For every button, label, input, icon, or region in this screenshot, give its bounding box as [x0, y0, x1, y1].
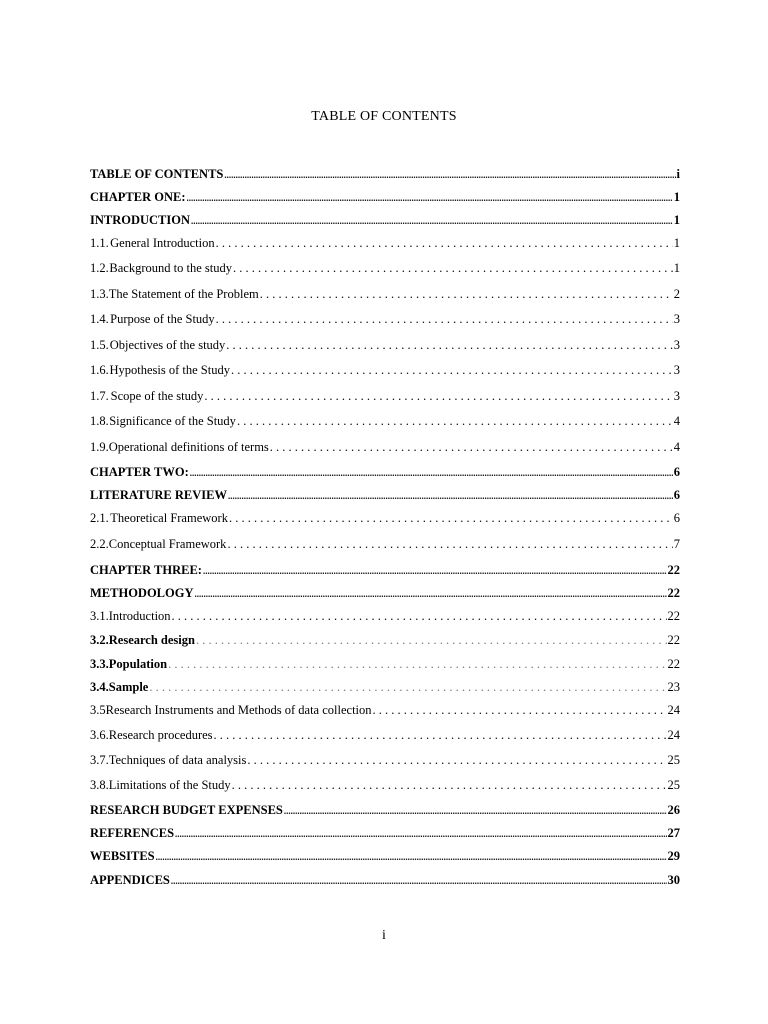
- toc-entry-title: Objectives of the study: [109, 338, 226, 352]
- toc-entry-title: WEBSITES: [90, 849, 155, 863]
- toc-entry[interactable]: [90, 388, 680, 404]
- toc-entry-title: REFERENCES: [90, 826, 175, 840]
- toc-entry-number: 3.3.: [90, 657, 109, 671]
- toc-entry-title: CHAPTER TWO:: [90, 465, 189, 479]
- toc-entry[interactable]: [90, 337, 680, 353]
- toc-dot-leader: [373, 702, 667, 718]
- toc-dot-leader: [216, 235, 673, 251]
- toc-entry-page-number: 22: [667, 586, 680, 600]
- toc-entry[interactable]: [90, 464, 680, 480]
- toc-entry[interactable]: [90, 632, 680, 648]
- footer-page-number: i: [382, 928, 386, 943]
- toc-entry[interactable]: [90, 235, 680, 251]
- toc-entry[interactable]: [90, 286, 680, 302]
- toc-entry-page-number: 3: [673, 312, 680, 326]
- toc-entry[interactable]: [90, 872, 680, 888]
- toc-dot-leader: [172, 608, 667, 624]
- toc-entry-number: 1.2.: [90, 261, 109, 275]
- page-title: TABLE OF CONTENTS: [311, 109, 457, 124]
- toc-entry[interactable]: [90, 212, 680, 228]
- toc-entry-title: Background to the study: [109, 261, 232, 275]
- toc-entry-number: 3.1.: [90, 609, 109, 623]
- toc-entry-number: 1.8.: [90, 414, 109, 428]
- toc-dot-leader: [226, 337, 672, 353]
- toc-entry-title: Significance of the Study: [109, 414, 236, 428]
- toc-entry-title: Conceptual Framework: [108, 537, 227, 551]
- toc-entry-page-number: 6: [673, 465, 680, 479]
- toc-dot-leader: [196, 632, 667, 648]
- toc-entry[interactable]: [90, 413, 680, 429]
- toc-entry[interactable]: [90, 439, 680, 455]
- toc-entry-title: RESEARCH BUDGET EXPENSES: [90, 803, 283, 817]
- toc-entry-page-number: i: [676, 167, 680, 181]
- toc-entry[interactable]: [90, 487, 680, 503]
- toc-entry-title: Research Instruments and Methods of data collection: [105, 703, 372, 717]
- toc-dot-leader: [260, 286, 673, 302]
- toc-dot-leader: [233, 260, 673, 276]
- toc-entry-number: 1.1.: [90, 236, 109, 250]
- toc-entry-title: Population: [108, 657, 168, 671]
- toc-entry-page-number: 24: [667, 703, 680, 717]
- toc-dot-leader: [171, 872, 667, 889]
- toc-entry[interactable]: [90, 727, 680, 743]
- toc-entry-page-number: 2: [673, 287, 680, 301]
- toc-entry-number: 3.2.: [90, 633, 109, 647]
- toc-entry-page-number: 23: [667, 680, 680, 694]
- toc-entry-number: 3.6.: [90, 728, 109, 742]
- toc-entry-title: General Introduction: [110, 236, 215, 250]
- toc-entry-title: Scope of the study: [110, 389, 204, 403]
- toc-dot-leader: [187, 189, 673, 206]
- toc-entry-number: 3.5: [90, 703, 106, 717]
- toc-entry-page-number: 6: [673, 488, 680, 502]
- toc-dot-leader: [228, 487, 673, 504]
- toc-dot-leader: [270, 439, 673, 455]
- toc-entry-title: Sample: [108, 680, 149, 694]
- toc-entry-title: The Statement of the Problem: [108, 287, 259, 301]
- toc-dot-leader: [190, 464, 673, 481]
- toc-entry-title: INTRODUCTION: [90, 213, 191, 227]
- toc-entry-title: Research design: [108, 633, 195, 647]
- toc-entry[interactable]: [90, 825, 680, 841]
- toc-entry[interactable]: [90, 679, 680, 695]
- toc-entry-page-number: 30: [667, 873, 680, 887]
- toc-entry-title: Limitations of the Study: [108, 778, 231, 792]
- toc-entry-number: 3.8.: [90, 778, 109, 792]
- toc-entry-title: Hypothesis of the Study: [109, 363, 230, 377]
- toc-entry-page-number: 25: [667, 753, 680, 767]
- toc-entry-page-number: 22: [667, 563, 680, 577]
- toc-entry-page-number: 4: [673, 414, 680, 428]
- toc-entry-page-number: 1: [673, 261, 680, 275]
- toc-entry[interactable]: [90, 656, 680, 672]
- toc-dot-leader: [203, 562, 667, 579]
- toc-dot-leader: [149, 679, 666, 695]
- toc-dot-leader: [175, 825, 666, 842]
- toc-entry-page-number: 29: [667, 849, 680, 863]
- toc-entry-title: Purpose of the Study: [110, 312, 215, 326]
- toc-dot-leader: [247, 752, 666, 768]
- toc-entry[interactable]: [90, 362, 680, 378]
- toc-entry-page-number: 3: [673, 363, 680, 377]
- toc-entry[interactable]: [90, 848, 680, 864]
- toc-entry-number: 1.4.: [90, 312, 109, 326]
- toc-dot-leader: [156, 848, 667, 865]
- toc-entry-number: 1.3.: [90, 287, 109, 301]
- toc-entry-page-number: 6: [673, 511, 680, 525]
- toc-entry-page-number: 7: [673, 537, 680, 551]
- toc-entry-number: 1.9.: [90, 440, 109, 454]
- toc-entry[interactable]: [90, 260, 680, 276]
- toc-dot-leader: [216, 311, 673, 327]
- toc-dot-leader: [214, 727, 667, 743]
- toc-dot-leader: [284, 802, 667, 819]
- toc-entry[interactable]: [90, 562, 680, 578]
- toc-entry-title: Theoretical Framework: [110, 511, 228, 525]
- toc-entry[interactable]: [90, 166, 680, 182]
- toc-entry-title: CHAPTER THREE:: [90, 563, 202, 577]
- toc-entry-page-number: 4: [673, 440, 680, 454]
- toc-dot-leader: [191, 212, 673, 229]
- toc-entry[interactable]: [90, 510, 680, 526]
- toc-entry-page-number: 1: [673, 213, 680, 227]
- toc-entry-page-number: 22: [667, 609, 680, 623]
- toc-dot-leader: [227, 536, 672, 552]
- toc-entry-number: 1.7.: [90, 389, 109, 403]
- toc-entry-page-number: 3: [673, 338, 680, 352]
- toc-entry-page-number: 1: [673, 236, 680, 250]
- toc-dot-leader: [237, 413, 673, 429]
- toc-entry-page-number: 25: [667, 778, 680, 792]
- toc-entry[interactable]: [90, 311, 680, 327]
- toc-entry-title: LITERATURE REVIEW: [90, 488, 227, 502]
- toc-entry-title: TABLE OF CONTENTS: [90, 167, 224, 181]
- toc-entry[interactable]: [90, 702, 680, 718]
- toc-entry[interactable]: [90, 536, 680, 552]
- toc-dot-leader: [168, 656, 666, 672]
- toc-entry-number: 1.6.: [90, 363, 109, 377]
- toc-entry-page-number: 22: [667, 657, 680, 671]
- toc-entry-title: APPENDICES: [90, 873, 170, 887]
- toc-dot-leader: [204, 388, 672, 404]
- toc-entry[interactable]: [90, 752, 680, 768]
- toc-entry-page-number: 26: [667, 803, 680, 817]
- toc-entry-title: Techniques of data analysis: [108, 753, 247, 767]
- toc-entry-number: 2.2.: [90, 537, 109, 551]
- toc-entry[interactable]: [90, 189, 680, 205]
- toc-entry-title: METHODOLOGY: [90, 586, 194, 600]
- toc-entry-number: 3.4.: [90, 680, 109, 694]
- toc-dot-leader: [232, 777, 667, 793]
- toc-entry-title: Operational definitions of terms: [108, 440, 269, 454]
- toc-dot-leader: [224, 166, 675, 183]
- toc-entry-page-number: 24: [667, 728, 680, 742]
- toc-entry-page-number: 1: [673, 190, 680, 204]
- toc-dot-leader: [229, 510, 673, 526]
- toc-entry[interactable]: [90, 777, 680, 793]
- toc-entry[interactable]: [90, 585, 680, 601]
- toc-entry-page-number: 27: [667, 826, 680, 840]
- toc-entry-title: Research procedures: [108, 728, 213, 742]
- toc-entry-number: 1.5.: [90, 338, 109, 352]
- toc-entry-number: 3.7.: [90, 753, 109, 767]
- toc-dot-leader: [194, 585, 666, 602]
- toc-dot-leader: [231, 362, 673, 378]
- toc-entry-title: Introduction: [108, 609, 171, 623]
- toc-entry[interactable]: [90, 608, 680, 624]
- toc-entry[interactable]: [90, 802, 680, 818]
- toc-entry-title: CHAPTER ONE:: [90, 190, 186, 204]
- toc-entry-number: 2.1.: [90, 511, 109, 525]
- toc-entry-page-number: 3: [673, 389, 680, 403]
- toc-entry-page-number: 22: [667, 633, 680, 647]
